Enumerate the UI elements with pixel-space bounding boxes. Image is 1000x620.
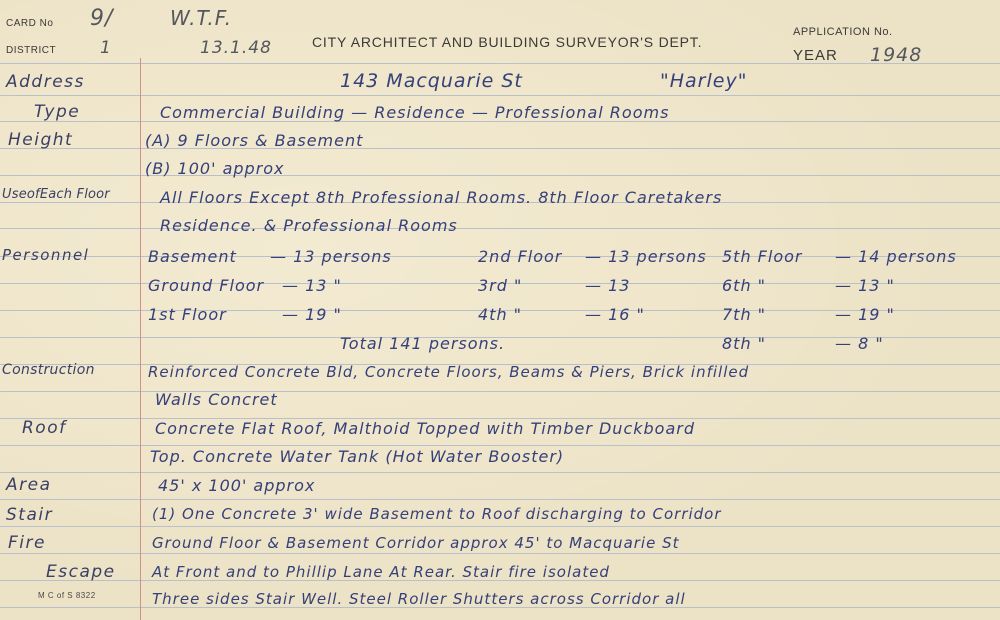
rule-line <box>0 553 1000 554</box>
address-value: 143 Macquarie St <box>340 70 523 92</box>
label-fire: Fire <box>8 533 46 553</box>
personnel-total: Total 141 persons. <box>340 334 506 353</box>
personnel-floor: 6th " <box>722 276 767 295</box>
label-construction: Construction <box>2 362 95 378</box>
margin-line <box>140 58 141 620</box>
rule-line <box>0 391 1000 392</box>
roof-line-1: Concrete Flat Roof, Malthoid Topped with Timber Duckboard <box>155 419 695 438</box>
label-roof: Roof <box>22 418 67 438</box>
personnel-floor: 5th Floor <box>722 247 803 266</box>
personnel-count: — 19 " <box>835 305 895 324</box>
rule-line <box>0 526 1000 527</box>
personnel-count: — 13 <box>585 276 631 295</box>
use-line-2: Residence. & Professional Rooms <box>160 216 458 235</box>
rule-line <box>0 445 1000 446</box>
building-name: "Harley" <box>660 70 748 92</box>
personnel-count: — 14 persons <box>835 247 957 266</box>
type-value: Commercial Building — Residence — Professional Rooms <box>160 103 670 122</box>
construction-line-2: Walls Concret <box>155 390 278 409</box>
rule-line <box>0 228 1000 229</box>
district-label: DISTRICT <box>6 45 57 56</box>
personnel-floor: 1st Floor <box>148 305 227 324</box>
year-label: YEAR <box>793 47 838 64</box>
area-value: 45' x 100' approx <box>158 476 316 495</box>
personnel-count: — 13 " <box>282 276 342 295</box>
fire-value: Ground Floor & Basement Corridor approx 45' to Macquarie St <box>152 534 680 552</box>
personnel-floor: 3rd " <box>478 276 523 295</box>
personnel-count: — 8 " <box>835 334 884 353</box>
application-label: APPLICATION No. <box>793 26 893 38</box>
label-personnel: Personnel <box>2 246 90 264</box>
label-area: Area <box>6 475 52 495</box>
personnel-floor: 8th " <box>722 334 767 353</box>
height-a: (A) 9 Floors & Basement <box>145 131 364 150</box>
personnel-floor: 4th " <box>478 305 523 324</box>
label-use: UseofEach Floor <box>2 187 110 202</box>
personnel-count: — 19 " <box>282 305 342 324</box>
personnel-floor: 2nd Floor <box>478 247 563 266</box>
personnel-count: — 16 " <box>585 305 645 324</box>
height-b: (B) 100' approx <box>145 159 285 178</box>
roof-line-2: Top. Concrete Water Tank (Hot Water Booster) <box>150 447 565 466</box>
form-code: M C of S 8322 <box>38 591 96 600</box>
personnel-count: — 13 persons <box>585 247 707 266</box>
personnel-count: — 13 persons <box>270 247 392 266</box>
use-line-1: All Floors Except 8th Professional Rooms. 8th Floor Caretakers <box>160 188 723 207</box>
personnel-floor: Ground Floor <box>148 276 265 295</box>
stair-value: (1) One Concrete 3' wide Basement to Roof discharging to Corridor <box>152 505 722 523</box>
date: 13.1.48 <box>200 38 272 58</box>
initials: W.T.F. <box>170 6 232 30</box>
rule-line <box>0 95 1000 96</box>
escape-line-1: At Front and to Phillip Lane At Rear. Stair fire isolated <box>152 563 610 581</box>
personnel-floor: 7th " <box>722 305 767 324</box>
label-type: Type <box>34 102 81 122</box>
rule-line <box>0 499 1000 500</box>
label-address: Address <box>6 72 85 92</box>
personnel-floor: Basement <box>148 247 237 266</box>
construction-line-1: Reinforced Concrete Bld, Concrete Floors, Beams & Piers, Brick infilled <box>148 363 750 381</box>
label-height: Height <box>8 130 74 150</box>
card-no-value: 9/ <box>90 6 114 31</box>
personnel-count: — 13 " <box>835 276 895 295</box>
label-escape: Escape <box>46 562 116 582</box>
label-stair: Stair <box>6 505 54 525</box>
department-title: CITY ARCHITECT AND BUILDING SURVEYOR'S DEPT. <box>312 34 703 50</box>
rule-line <box>0 472 1000 473</box>
year-value: 1948 <box>870 44 923 66</box>
district-value: 1 <box>100 38 112 58</box>
escape-line-2: Three sides Stair Well. Steel Roller Shutters across Corridor all <box>152 590 686 608</box>
rule-line <box>0 63 1000 64</box>
card-no-label: CARD No <box>6 18 54 29</box>
